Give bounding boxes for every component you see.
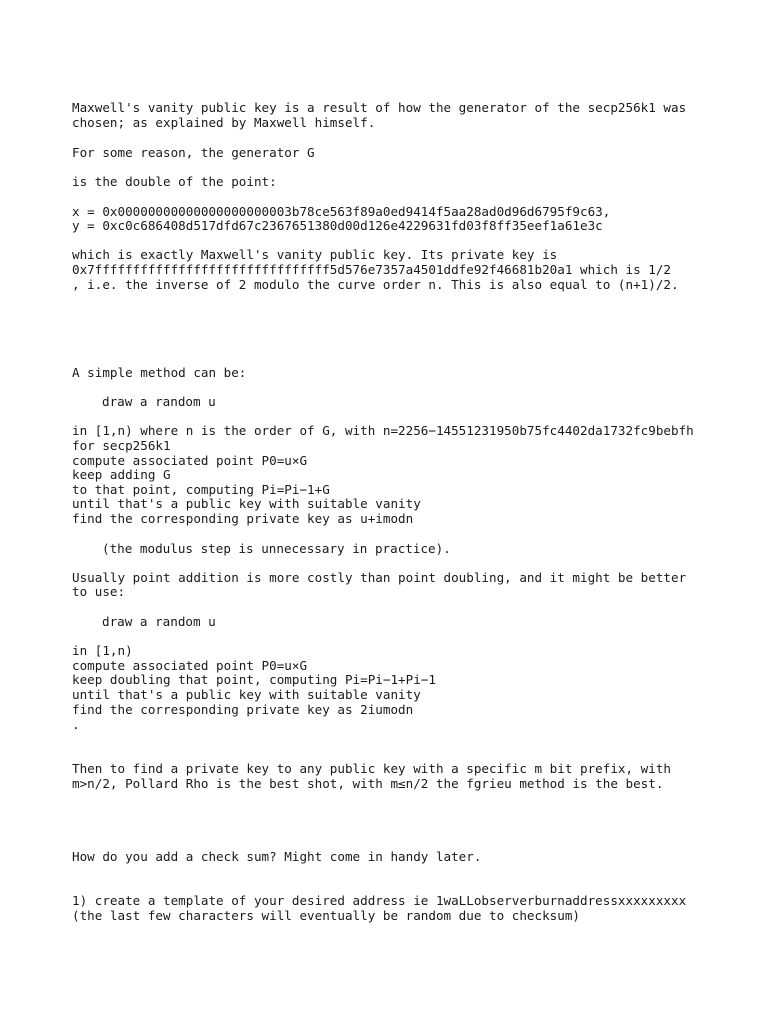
text-line: to use: (72, 584, 126, 599)
text-line: (the last few characters will eventually be random due to checksum) (72, 908, 580, 923)
private-key-line: 0x7fffffffffffffffffffffffffffffff5d576e7357a4501ddfe92f46681b20a1 which is 1/2 (72, 262, 671, 277)
method-step: compute associated point P0=u×G (72, 658, 308, 673)
text-line: A simple method can be: (72, 365, 247, 380)
text-line: is the double of the point: (72, 174, 277, 189)
note-line: (the modulus step is unnecessary in practice). (102, 541, 451, 556)
text-line: which is exactly Maxwell's vanity public key. Its private key is (72, 247, 558, 262)
method-step: find the corresponding private key as 2iumodn (72, 702, 414, 717)
method-step: until that's a public key with suitable vanity (72, 687, 421, 702)
method-step: draw a random u (102, 614, 216, 629)
text-line: chosen; as explained by Maxwell himself. (72, 115, 376, 130)
method-step: until that's a public key with suitable vanity (72, 496, 421, 511)
text-line: . (72, 717, 80, 732)
method-step: keep adding G (72, 467, 171, 482)
method-step: compute associated point P0=u×G (72, 453, 308, 468)
text-line: How do you add a check sum? Might come in handy later. (72, 849, 482, 864)
text-line: in [1,n) where n is the order of G, with n=2256−14551231950b75fc4402da1732fc9bebfh (72, 423, 694, 438)
text-line: For some reason, the generator G (72, 145, 315, 160)
method-step: find the corresponding private key as u+imodn (72, 511, 414, 526)
text-line: in [1,n) (72, 643, 133, 658)
text-line: m>n/2, Pollard Rho is the best shot, with m≤n/2 the fgrieu method is the best. (72, 776, 664, 791)
text-line: for secp256k1 (72, 438, 171, 453)
method-step: keep doubling that point, computing Pi=Pi−1+Pi−1 (72, 672, 436, 687)
method-step: draw a random u (102, 394, 216, 409)
text-line: , i.e. the inverse of 2 modulo the curve order n. This is also equal to (n+1)/2. (72, 277, 679, 292)
point-x-coordinate: x = 0x00000000000000000000003b78ce563f89a0ed9414f5aa28ad0d96d6795f9c63, (72, 204, 611, 219)
text-line: Maxwell's vanity public key is a result of how the generator of the secp256k1 was (72, 100, 687, 115)
text-line: Usually point addition is more costly than point doubling, and it might be better (72, 570, 687, 585)
text-line: Then to find a private key to any public key with a specific m bit prefix, with (72, 761, 671, 776)
point-y-coordinate: y = 0xc0c686408d517dfd67c2367651380d00d126e4229631fd03f8ff35eef1a61e3c (72, 218, 603, 233)
text-line: to that point, computing Pi=Pi−1+G (72, 482, 330, 497)
text-line: 1) create a template of your desired address ie 1waLLobserverburnaddressxxxxxxxxx (72, 893, 687, 908)
